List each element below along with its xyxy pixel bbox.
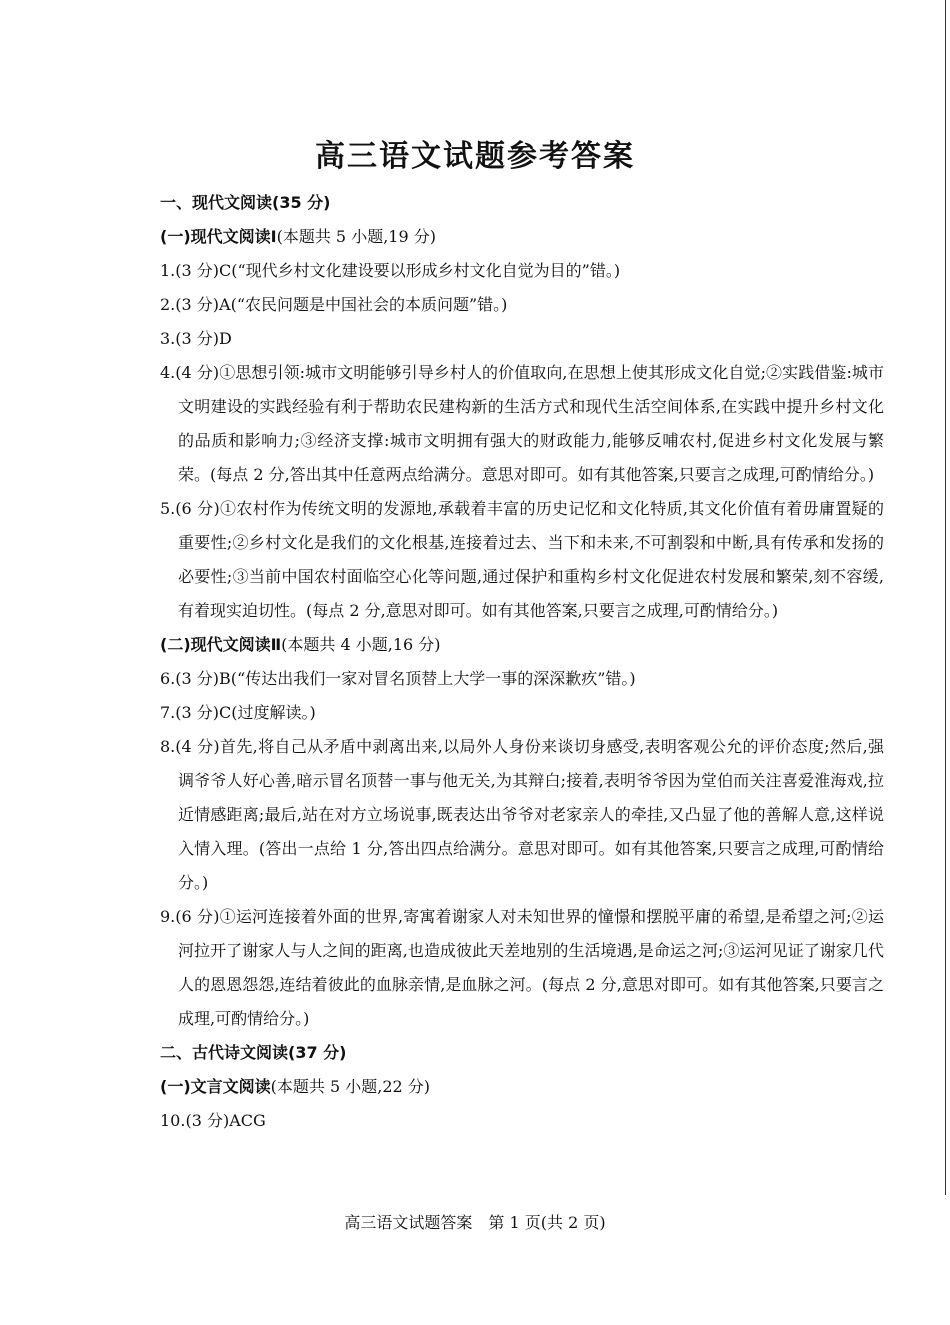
answer-item: 1.(3 分)C(“现代乡村文化建设要以形成乡村文化自觉为目的”错。) [160, 261, 621, 280]
answer-item: 9.(6 分)①运河连接着外面的世界,寄寓着谢家人对未知世界的憧憬和摆脱平庸的希望,是希望之河;②运河拉开了谢家人与人之间的距离,也造成彼此天差地别的生活境遇,是命运之河;③运河见证了谢家几代人的恩恩怨怨,连结着彼此的血脉亲情,是血脉之河。(每点 2 分,意思对即可。如有其他答案,只要言之成理,可酌情给分。) [160, 907, 884, 1028]
answer-item: 4.(4 分)①思想引领:城市文明能够引导乡村人的价值取向,在思想上使其形成文化自觉;②实践借鉴:城市文明建设的实践经验有利于帮助农民建构新的生活方式和现代生活空间体系,在实践中提升乡村文化的品质和影响力;③经济支撑:城市文明拥有强大的财政能力,能够反哺农村,促进乡村文化发展与繁荣。(每点 2 分,答出其中任意两点给满分。意思对即可。如有其他答案,只要言之成理,可酌情给分。) [160, 363, 884, 484]
page-footer: 高三语文试题答案 第 1 页(共 2 页) [344, 1213, 606, 1232]
subsection-heading [160, 220, 884, 254]
subsection-note: (本题共 4 小题,16 分) [281, 635, 441, 654]
page-edge-line [945, 0, 946, 1195]
subsection-title: (一)现代文阅读Ⅰ [160, 227, 277, 246]
answer-item: 3.(3 分)D [160, 329, 232, 348]
answer-item: 10.(3 分)ACG [160, 1111, 266, 1130]
subsection-title: (一)文言文阅读 [160, 1077, 271, 1096]
answer-item: 8.(4 分)首先,将自己从矛盾中剥离出来,以局外人身份来谈切身感受,表明客观公允的评价态度;然后,强调爷爷人好心善,暗示冒名顶替一事与他无关,为其辩白;接着,表明爷爷因为堂伯而关注喜爱淮海戏,拉近情感距离;最后,站在对方立场说事,既表达出爷爷对老家亲人的牵挂,又凸显了他的善解人意,这样说入情入理。(答出一点给 1 分,答出四点给满分。意思对即可。如有其他答案,只要言之成理,可酌情给分。) [160, 737, 884, 892]
answer-item: 2.(3 分)A(“农民问题是中国社会的本质问题”错。) [160, 295, 508, 314]
page-title: 高三语文试题参考答案 [315, 139, 635, 174]
answer-item: 7.(3 分)C(过度解读。) [160, 703, 316, 722]
answer-item: 5.(6 分)①农村作为传统文明的发源地,承载着丰富的历史记忆和文化特质,其文化价值有着毋庸置疑的重要性;②乡村文化是我们的文化根基,连接着过去、当下和未来,不可割裂和中断,具有传承和发扬的必要性;③当前中国农村面临空心化等问题,通过保护和重构乡村文化促进农村发展和繁荣,刻不容缓,有着现实迫切性。(每点 2 分,意思对即可。如有其他答案,只要言之成理,可酌情给分。) [160, 499, 884, 620]
answer-content [160, 186, 884, 1138]
section-heading: 二、古代诗文阅读(37 分) [160, 1043, 347, 1062]
subsection-heading [160, 1070, 884, 1104]
subsection-heading [160, 628, 884, 662]
subsection-note: (本题共 5 小题,22 分) [270, 1077, 431, 1096]
section-heading: 一、现代文阅读(35 分) [160, 193, 331, 212]
subsection-title: (二)现代文阅读Ⅱ [160, 635, 282, 654]
subsection-note: (本题共 5 小题,19 分) [276, 227, 436, 246]
answer-item: 6.(3 分)B(“传达出我们一家对冒名顶替上大学一事的深深歉疚”错。) [160, 669, 636, 688]
